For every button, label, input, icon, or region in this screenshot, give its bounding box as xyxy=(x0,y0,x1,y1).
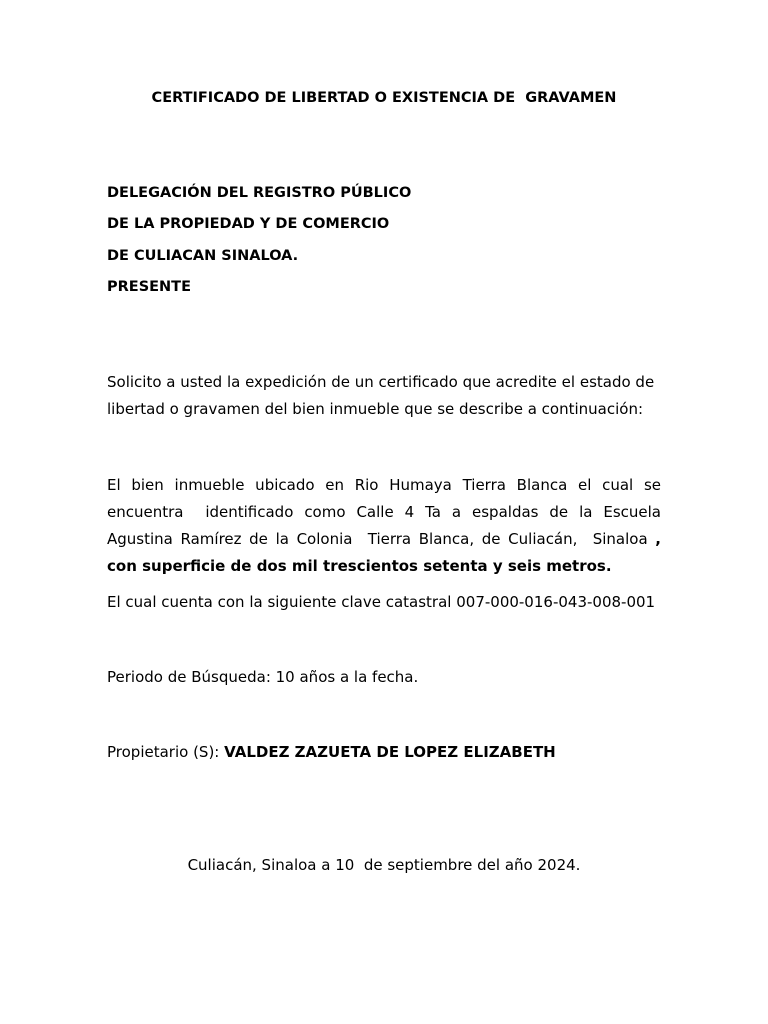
property-description: El bien inmueble ubicado en Rio Humaya Tierra Blanca el cual se encuentra identificado como Calle 4 Ta a espaldas de la Escuela Agustina Ramírez de la Colonia Tierra Blanca, de Culiacán, Sinaloa xyxy=(107,476,666,548)
addressee-line-3: DE CULIACAN SINALOA. xyxy=(107,247,299,264)
addressee-block xyxy=(107,182,661,307)
owner-line xyxy=(107,741,661,763)
request-paragraph: Solicito a usted la expedición de un certificado que acredite el estado de libertad o gravamen del bien inmueble que se describe a continuación: xyxy=(107,373,655,418)
addressee-line-2: DE LA PROPIEDAD Y DE COMERCIO xyxy=(107,216,390,233)
addressee-line-4: PRESENTE xyxy=(107,278,191,295)
document-title: CERTIFICADO DE LIBERTAD O EXISTENCIA DE GRAVAMEN xyxy=(151,90,617,106)
property-description-paragraph xyxy=(107,472,667,580)
search-period-line: Periodo de Búsqueda: 10 años a la fecha. xyxy=(107,668,419,686)
owner-name: VALDEZ ZAZUETA DE LOPEZ ELIZABETH xyxy=(224,743,556,761)
addressee-line-1: DELEGACIÓN DEL REGISTRO PÚBLICO xyxy=(107,185,412,201)
date-line: Culiacán, Sinaloa a 10 de septiembre del año 2024. xyxy=(187,856,581,874)
owner-label: Propietario (S): xyxy=(107,743,225,761)
property-surface: , con superficie de dos mil trescientos setenta y seis metros. xyxy=(107,530,667,575)
cadastral-key-line: El cual cuenta con la siguiente clave catastral 007-000-016-043-008-001 xyxy=(107,593,656,611)
